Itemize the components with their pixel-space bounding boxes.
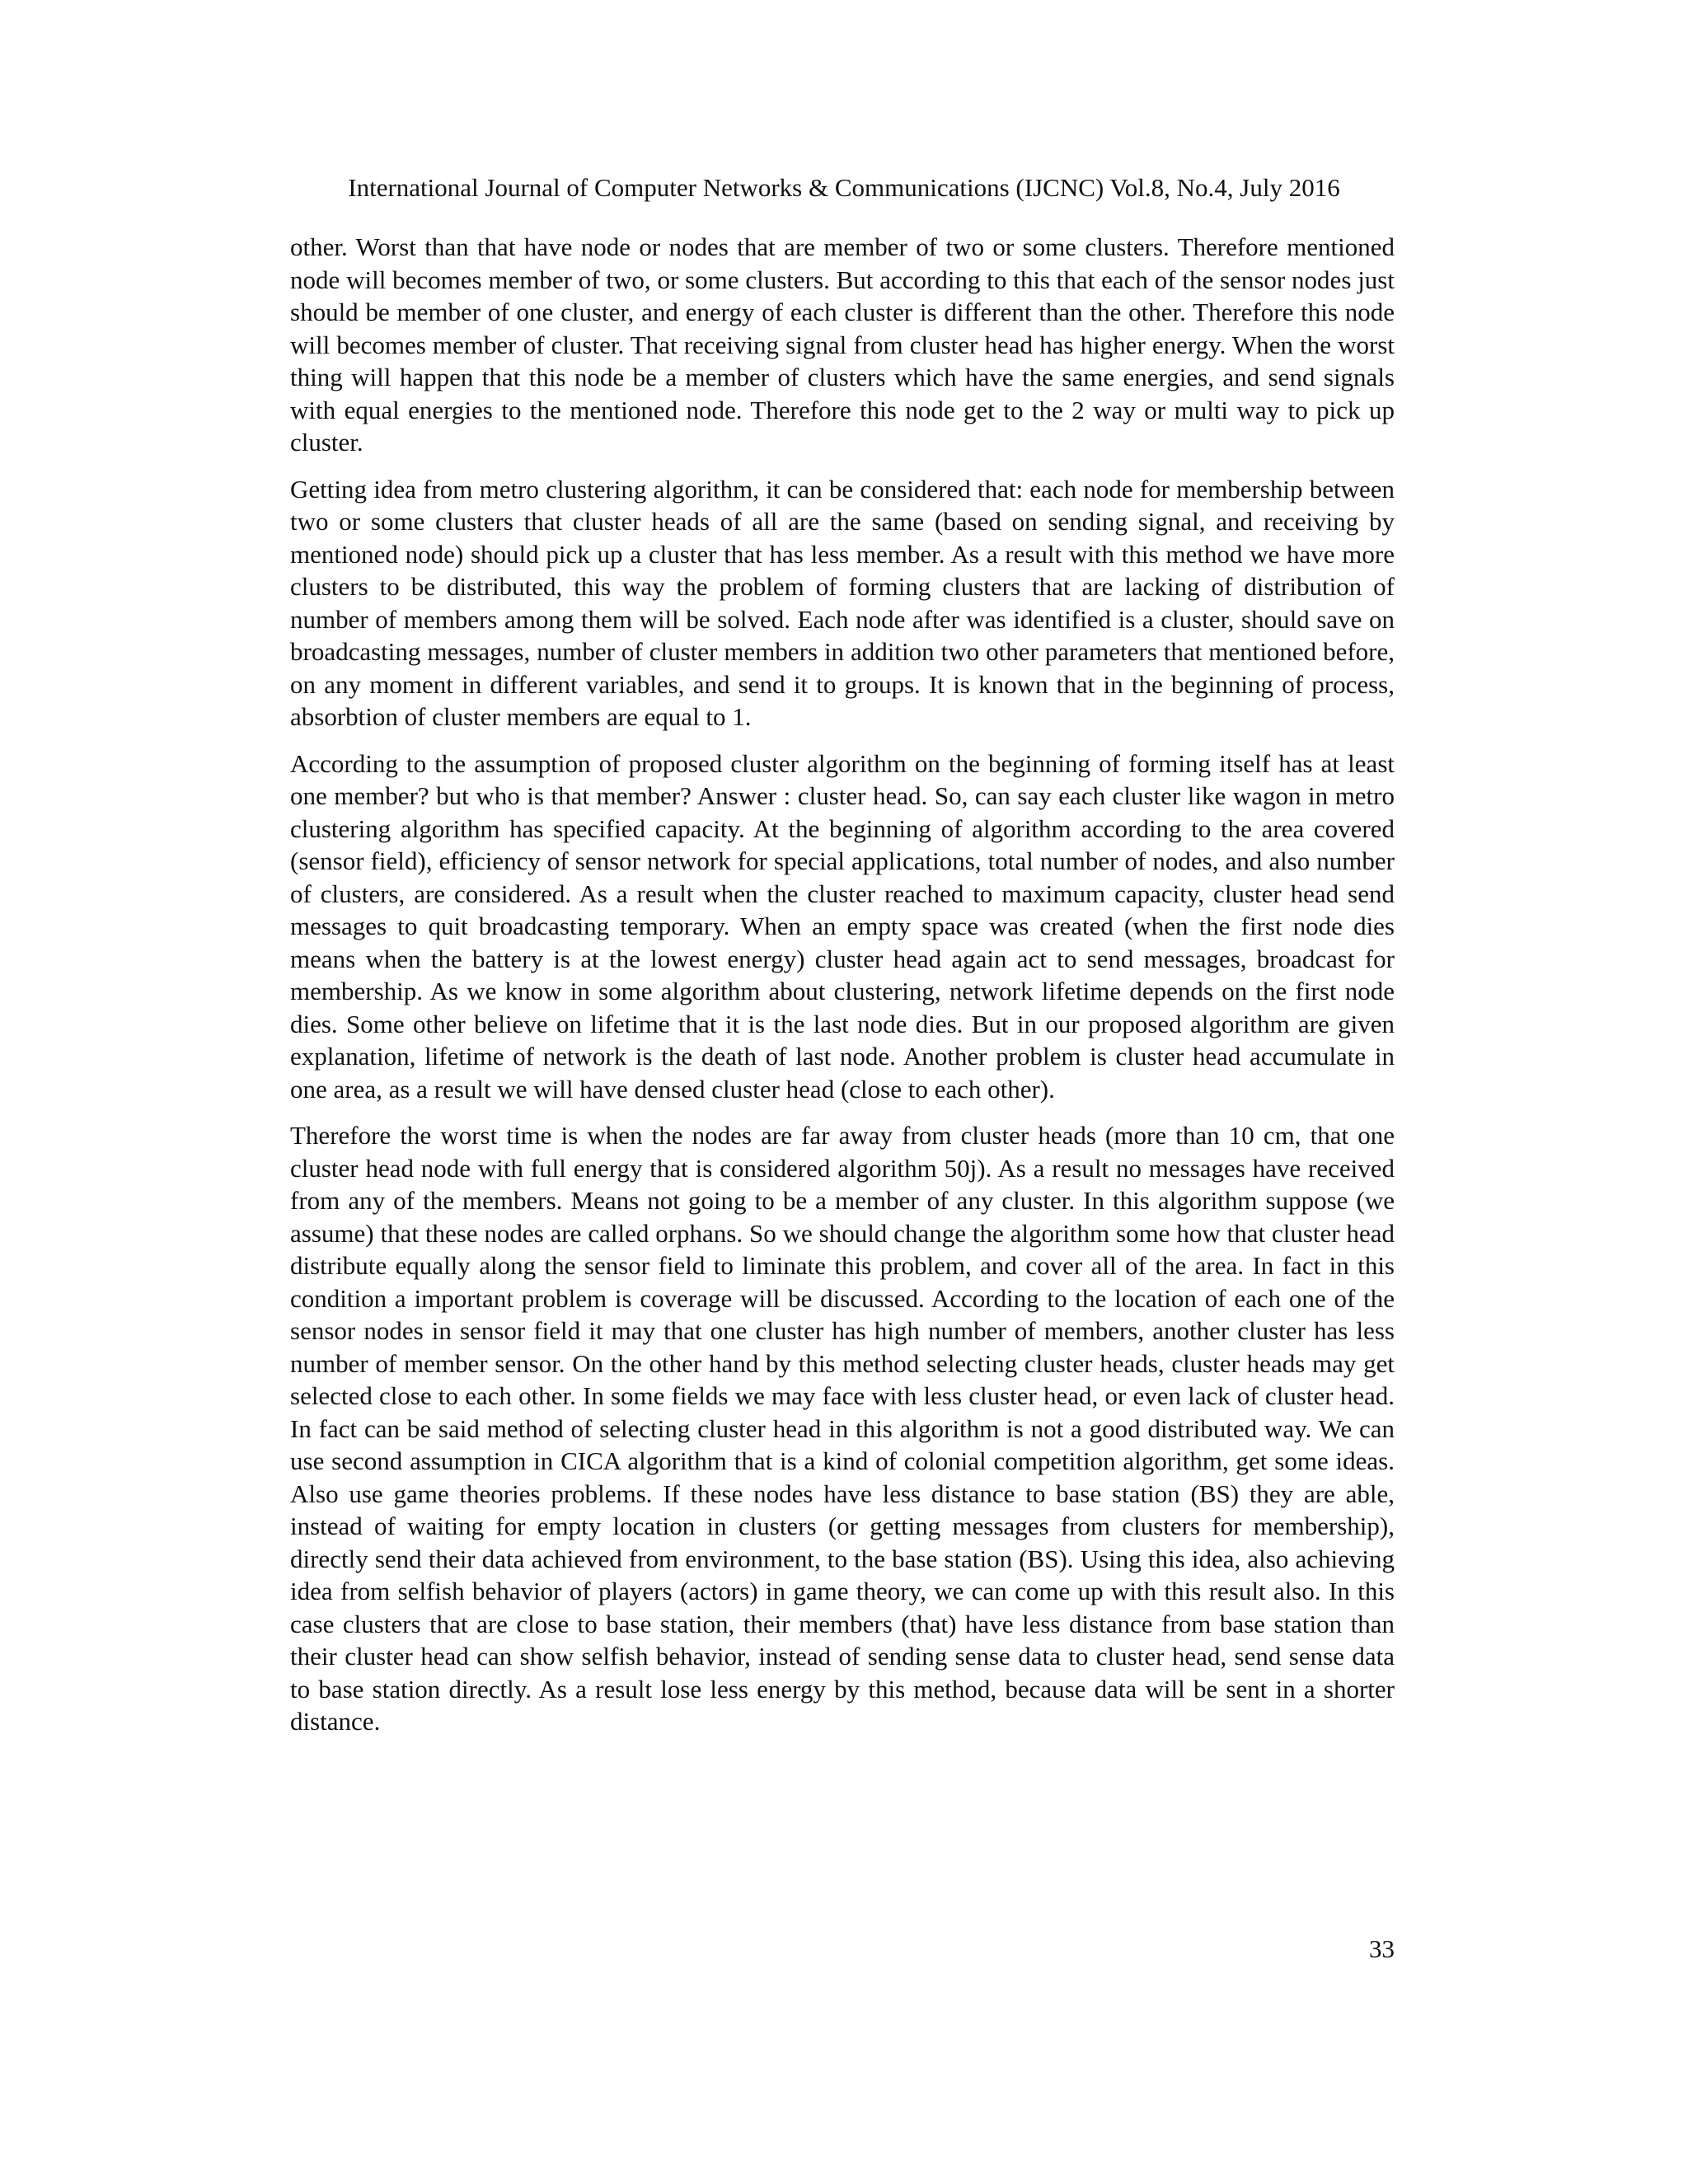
body-text — [290, 231, 1395, 1752]
paragraph-1: other. Worst than that have node or nodes that are member of two or some clusters. Therefore mentioned node will becomes member of two, or some clusters. But according to this that each of the sensor nodes just should be member of one cluster, and energy of each cluster is different than the other. Therefore this node will becomes member of cluster. That receiving signal from cluster head has higher energy. When the worst thing will happen that this node be a member of clusters which have the same energies, and send signals with equal energies to the mentioned node. Therefore this node get to the 2 way or multi way to pick up cluster. — [290, 232, 1395, 457]
paragraph-4: Therefore the worst time is when the nodes are far away from cluster heads (more than 10 cm, that one cluster head node with full energy that is considered algorithm 50j). As a result no messages have received from any of the members. Means not going to be a member of any cluster. In this algorithm suppose (we assume) that these nodes are called orphans. So we should change the algorithm some how that cluster head distribute equally along the sensor field to liminate this problem, and cover all of the area. In fact in this condition a important problem is coverage will be discussed. According to the location of each one of the sensor nodes in sensor field it may that one cluster has high number of members, another cluster has less number of member sensor. On the other hand by this method selecting cluster heads, cluster heads may get selected close to each other. In some fields we may face with less cluster head, or even lack of cluster head. In fact can be said method of selecting cluster head in this algorithm is not a good distributed way. We can use second assumption in CICA algorithm that is a kind of colonial competition algorithm, get some ideas. Also use game theories problems. If these nodes have less distance to base station (BS) they are able, instead of waiting for empty location in clusters (or getting messages from clusters for membership), directly send their data achieved from environment, to the base station (BS). Using this idea, also achieving idea from selfish behavior of players (actors) in game theory, we can come up with this result also. In this case clusters that are close to base station, their members (that) have less distance from base station than their cluster head can show selfish behavior, instead of sending sense data to cluster head, send sense data to base station directly. As a result lose less energy by this method, because data will be sent in a shorter distance. — [290, 1121, 1395, 1736]
paragraph-3: According to the assumption of proposed cluster algorithm on the beginning of forming itself has at least one member? but who is that member? Answer : cluster head. So, can say each cluster like wagon in metro clustering algorithm has specified capacity. At the beginning of algorithm according to the area covered (sensor field), efficiency of sensor network for special applications, total number of nodes, and also number of clusters, are considered. As a result when the cluster reached to maximum capacity, cluster head send messages to quit broadcasting temporary. When an empty space was created (when the first node dies means when the battery is at the lowest energy) cluster head again act to send messages, broadcast for membership. As we know in some algorithm about clustering, network lifetime depends on the first node dies. Some other believe on lifetime that it is the last node dies. But in our proposed algorithm are given explanation, lifetime of network is the death of last node. Another problem is cluster head accumulate in one area, as a result we will have densed cluster head (close to each other). — [290, 748, 1395, 1104]
page-number: 33 — [1369, 1934, 1395, 1963]
journal-header: International Journal of Computer Networks & Communications (IJCNC) Vol.8, No.4, July 2016 — [348, 173, 1340, 202]
paragraph-2: Getting idea from metro clustering algorithm, it can be considered that: each node for membership between two or some clusters that cluster heads of all are the same (based on sending signal, and receiving by mentioned node) should pick up a cluster that has less member. As a result with this method we have more clusters to be distributed, this way the problem of forming clusters that are lacking of distribution of number of members among them will be solved. Each node after was identified is a cluster, should save on broadcasting messages, number of cluster members in addition two other parameters that mentioned before, on any moment in different variables, and send it to groups. It is known that in the beginning of process, absorbtion of cluster members are equal to 1. — [290, 474, 1395, 731]
